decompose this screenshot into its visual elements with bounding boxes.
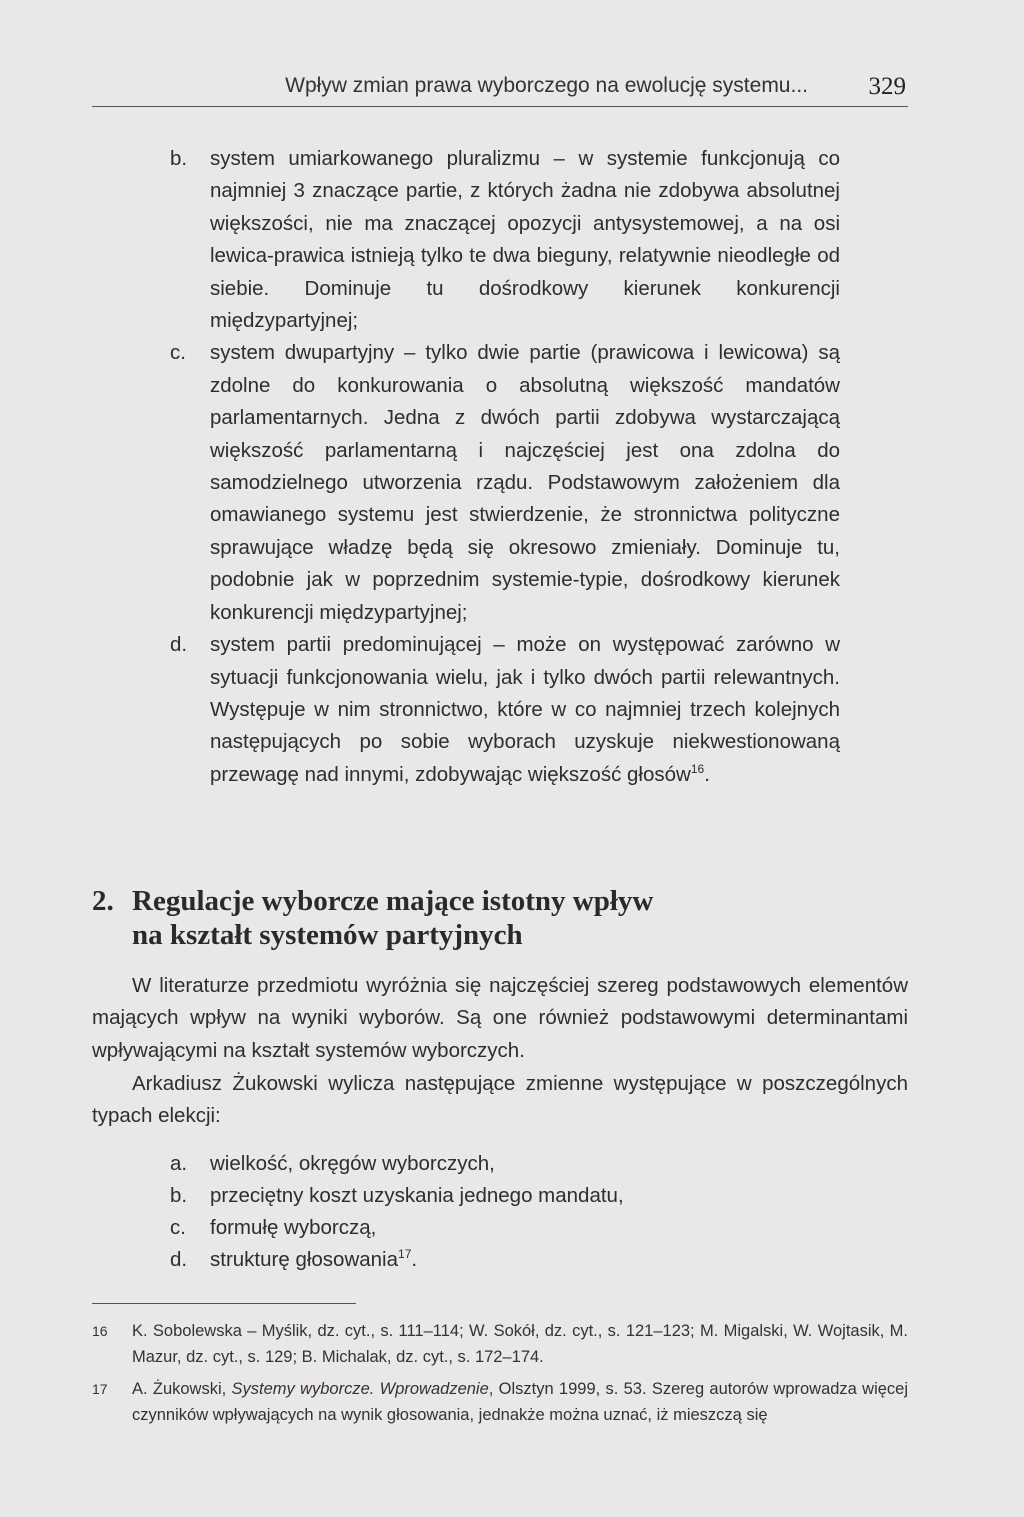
footnote-ref-17[interactable]: 17 (398, 1247, 412, 1262)
list-item (170, 337, 840, 629)
list-item-text-wrapper (210, 1244, 770, 1276)
list-item-text-wrapper (210, 629, 840, 791)
section-heading (92, 884, 892, 952)
list-item (170, 1180, 770, 1212)
footnote (92, 1376, 908, 1428)
list-marker: d. (170, 633, 188, 657)
list-item-text: wielkość, okręgów wyborczych, (210, 1152, 495, 1175)
section-title-line-2: na kształt systemów partyjnych (132, 919, 523, 951)
list-item-end: . (411, 1248, 418, 1271)
list-item-text: system partii predominującej – może on występować zarówno w sytuacji funkcjonowania wielu, jak i tylko dwóch partii relewantnych. Występuje w nim stronnictwo, które w co najmniej trzech kolejnych następujących po sobie wyborach uzyskuje niekwestionowaną przewagę nad innymi, zdobywając większość głosów (210, 633, 840, 786)
list-item (170, 629, 840, 791)
footnote-text: K. Sobolewska – Myślik, dz. cyt., s. 111–114; W. Sokół, dz. cyt., s. 121–123; M. Migalski, W. Wojtasik, M. Mazur, dz. cyt., s. 129; B. Michalak, dz. cyt., s. 172–174. (132, 1322, 908, 1366)
body-paragraph: Arkadiusz Żukowski wylicza następujące zmienne występujące w poszczególnych typach elekcji: (92, 1072, 908, 1128)
variables-list (170, 1148, 770, 1276)
body-paragraph: W literaturze przedmiotu wyróżnia się najczęściej szereg podstawowych elementów mających wpływ na wyniki wyborów. Są one również podstawowymi determinantami wpływającymi na kształt systemów wyborczych. (92, 974, 908, 1062)
footnote-divider (92, 1303, 356, 1304)
running-header (92, 74, 908, 107)
footnote-text-pre: A. Żukowski, (132, 1380, 232, 1398)
list-marker: d. (170, 1248, 188, 1271)
list-item-text: strukturę głosowania (210, 1248, 399, 1271)
list-item-text: przeciętny koszt uzyskania jednego mandatu, (210, 1184, 624, 1207)
running-title: Wpływ zmian prawa wyborczego na ewolucję systemu... (285, 74, 808, 97)
list-item-text: system dwupartyjny – tylko dwie partie (prawicowa i lewicowa) są zdolne do konkurowania o absolutną większość mandatów parlamentarnych. Jedna z dwóch partii zdobywa wystarczającą większość parlamentarną i najczęściej jest ona zdolna do samodzielnego utworzenia rządu. Podstawowym założeniem dla omawianego systemu jest stwierdzenie, że stronnictwa polityczne sprawujące władzę będą się okresowo zmieniały. Dominuje tu, podobnie jak w poprzednim systemie-typie, dośrodkowy kierunek konkurencji międzypartyjnej; (210, 341, 840, 624)
list-item (170, 143, 840, 337)
list-item (170, 1212, 770, 1244)
list-marker: c. (170, 341, 186, 365)
footnote-number: 17 (92, 1381, 108, 1397)
section-title-line-1: Regulacje wyborcze mające istotny wpływ (132, 885, 654, 917)
footnote (92, 1318, 908, 1370)
list-marker: b. (170, 147, 188, 170)
footnote-number: 16 (92, 1323, 108, 1339)
party-system-list (170, 143, 840, 791)
page-number: 329 (868, 73, 906, 100)
list-item (170, 1148, 770, 1180)
footnote-book-title: Systemy wyborcze. Wprowadzenie (231, 1380, 489, 1398)
list-marker: b. (170, 1184, 188, 1207)
list-item (170, 1244, 770, 1276)
footnote-text-post: , Olsztyn 1999, s. 53. Szereg autorów wprowadza więcej czynników wpływających na wynik głosowania, jednakże można uznać, iż mieszczą się (132, 1380, 909, 1424)
list-marker: c. (170, 1216, 186, 1239)
list-item-text: formułę wyborczą, (210, 1216, 377, 1239)
section-number: 2. (92, 885, 114, 917)
footnote-ref-16[interactable]: 16 (690, 761, 705, 776)
list-item-text: system umiarkowanego pluralizmu – w systemie funkcjonują co najmniej 3 znaczące partie, z których żadna nie zdobywa absolutnej większości, nie ma znaczącej opozycji antysystemowej, a na osi lewica-prawica istnieją tylko te dwa bieguny, relatywnie nieodległe od siebie. Dominuje tu dośrodkowy kierunek konkurencji międzypartyjnej; (210, 147, 840, 333)
list-marker: a. (170, 1152, 188, 1175)
footnote-text (132, 1376, 908, 1428)
list-item-end: . (704, 762, 710, 786)
